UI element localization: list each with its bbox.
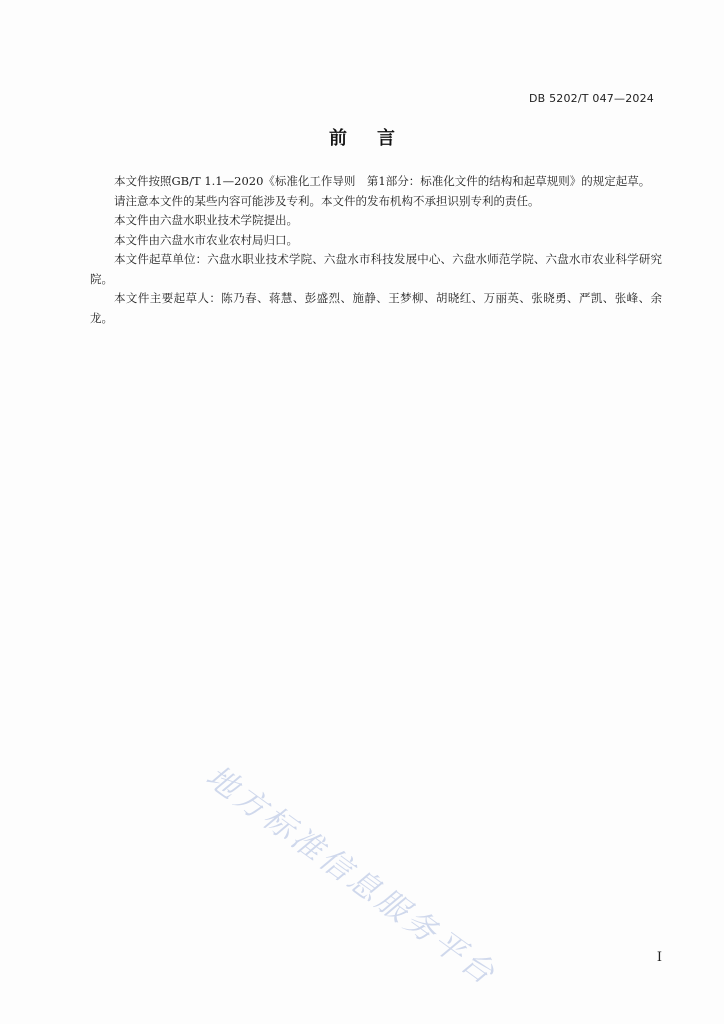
- paragraph-drafters: 本文件主要起草人：陈乃春、蒋慧、彭盛烈、施静、王梦柳、胡晓红、万丽英、张晓勇、严凯、张峰、余龙。: [90, 291, 662, 325]
- paragraph-proposer: 本文件由六盘水职业技术学院提出。: [114, 213, 298, 227]
- paragraph-drafting-units: 本文件起草单位：六盘水职业技术学院、六盘水市科技发展中心、六盘水师范学院、六盘水市农业科学研究院。: [90, 252, 662, 286]
- watermark: 地方标准信息服务平台: [199, 758, 504, 994]
- paragraph-patent-notice: 请注意本文件的某些内容可能涉及专利。本文件的发布机构不承担识别专利的责任。: [114, 193, 540, 208]
- document-code: DB 5202/T 047—2024: [528, 92, 654, 105]
- page-number: I: [656, 950, 662, 965]
- paragraph-drafting-rules: 本文件按照GB/T 1.1—2020《标准化工作导则 第1部分：标准化文件的结构和起草规则》的规定起草。: [114, 174, 651, 188]
- page-title: 前言: [329, 128, 425, 149]
- paragraph-administrator: 本文件由六盘水市农业农村局归口。: [114, 232, 298, 247]
- body-text: [90, 172, 662, 328]
